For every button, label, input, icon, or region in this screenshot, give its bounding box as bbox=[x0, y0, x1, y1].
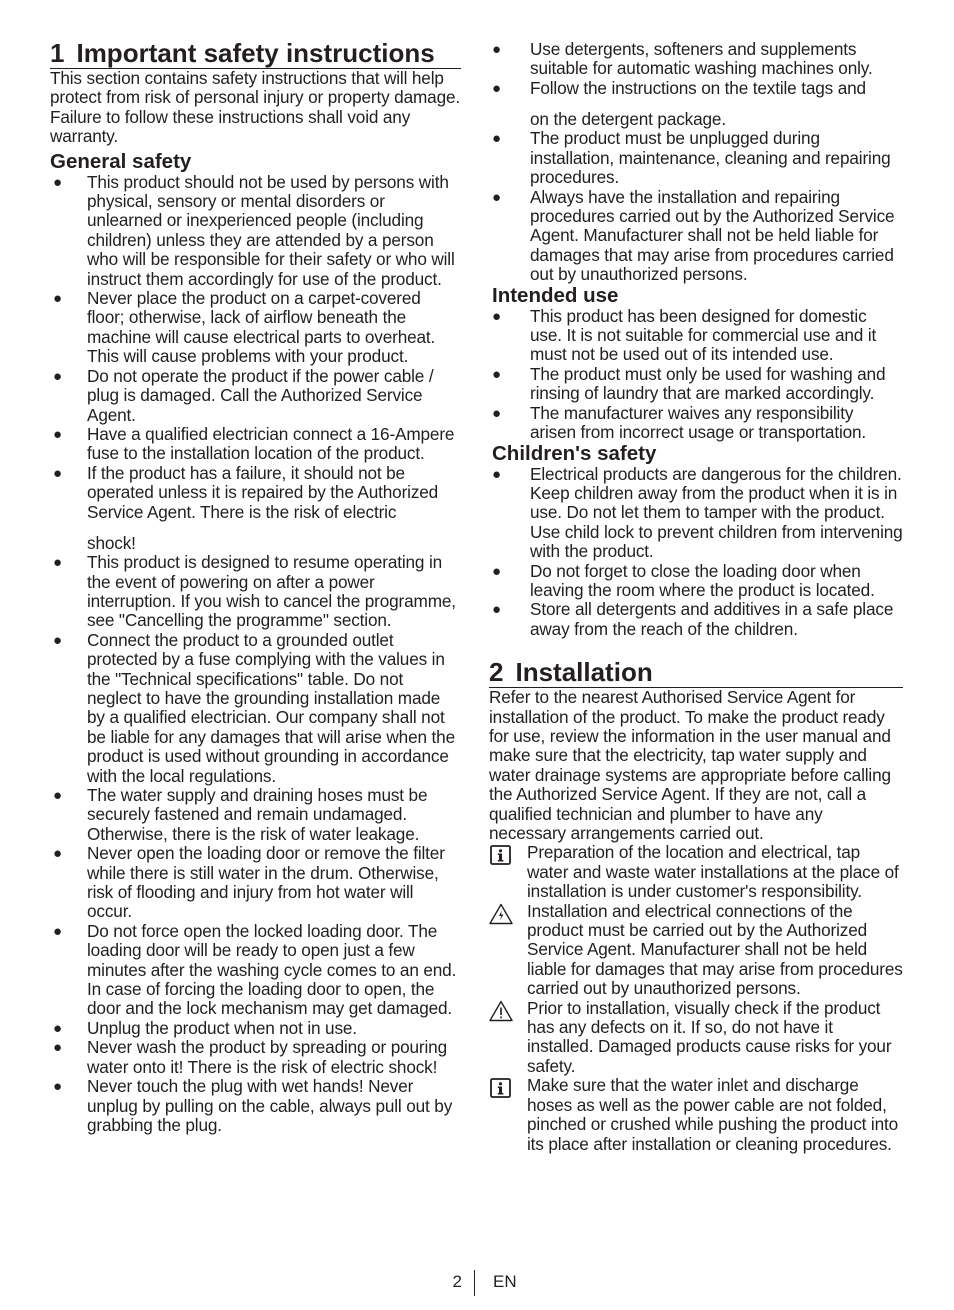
section-title-text: Important safety instructions bbox=[76, 38, 435, 68]
bullet-icon: ● bbox=[492, 130, 501, 148]
bullet-icon: ● bbox=[492, 365, 501, 383]
bullet-icon: ● bbox=[492, 404, 501, 422]
language-label: EN bbox=[493, 1272, 517, 1291]
info-icon bbox=[489, 1077, 513, 1099]
list-item: ● Connect the product to a grounded outlet protected by a fuse complying with the values in the "Technical specifications" table. Do not neglect to have the grounding installation made by a qualified electrician. Our company shall not be liable for any damages that will arise when the product is used without grounding in accordance with the local regulations. bbox=[53, 629, 455, 786]
right-column bbox=[489, 40, 903, 1154]
bullet-icon: ● bbox=[53, 922, 62, 940]
list-item: ● Follow the instructions on the textile tags and on the detergent package. bbox=[492, 77, 866, 130]
warning-note: Prior to installation, visually check if the product has any defects on it. If so, do not have it installed. Damaged products cause risks for your safety. bbox=[489, 999, 903, 1077]
general-safety-heading: General safety bbox=[50, 149, 192, 173]
section-2-intro: Refer to the nearest Authorised Service Agent for installation of the product. To make the product ready for use, review the information in the user manual and make sure that the electricity, tap water supply and water drainage systems are appropriate before calling the Authorized Service Agent. If they are not, call a qualified technician and plumber to have any necessary arrangements carried out. bbox=[489, 687, 891, 844]
childrens-safety-list bbox=[489, 465, 903, 640]
continuation-text: on the detergent package. bbox=[530, 109, 726, 130]
bullet-icon: ● bbox=[53, 290, 62, 308]
bullet-icon: ● bbox=[53, 367, 62, 385]
list-item: ● The product must be unplugged during installation, maintenance, cleaning and repairing procedures. bbox=[492, 128, 891, 188]
section-number: 1 bbox=[50, 38, 65, 68]
list-item: ● If the product has a failure, it should not be operated unless it is repaired by the Authorized Service Agent. There is the risk of electric shock! bbox=[53, 462, 439, 553]
page-footer bbox=[0, 1270, 954, 1296]
list-item: ● This product should not be used by persons with physical, sensory or mental disorders or unlearned or inexperienced people (including children) unless they are attended by a person who will be responsible for their safety or who will instruct them accordingly for use of the product. bbox=[53, 171, 455, 289]
list-item: ● The manufacturer waives any responsibility arisen from incorrect usage or transportation. bbox=[492, 402, 867, 443]
bullet-icon: ● bbox=[492, 188, 501, 206]
continuation-text: shock! bbox=[87, 532, 136, 553]
list-item: ● Do not forget to close the loading door when leaving the room where the product is located. bbox=[492, 560, 875, 600]
bullet-icon: ● bbox=[492, 41, 501, 58]
bullet-icon: ● bbox=[492, 79, 501, 97]
electric-warning-icon bbox=[489, 903, 513, 925]
bullet-icon: ● bbox=[492, 307, 501, 325]
list-item: ● This product has been designed for domestic use. It is not suitable for commercial use and it must not be used out of its intended use. bbox=[492, 305, 877, 365]
list-item: ● This product is designed to resume operating in the event of powering on after a power interruption. If you wish to cancel the programme, see "Cancelling the programme" section. bbox=[53, 552, 456, 631]
list-item: ● Do not operate the product if the power cable / plug is damaged. Call the Authorized Service Agent. bbox=[53, 365, 434, 425]
intended-use-list bbox=[489, 307, 903, 443]
bullet-icon: ● bbox=[492, 601, 501, 619]
bullet-icon: ● bbox=[53, 845, 62, 863]
bullet-icon: ● bbox=[53, 1019, 62, 1037]
list-item: ● Electrical products are dangerous for the children. Keep children away from the product when it is in use. Do not let them to tamper with the product. Use child lock to prevent children from intervening with the product. bbox=[492, 463, 903, 562]
bullet-icon: ● bbox=[492, 562, 501, 580]
footer-divider bbox=[474, 1270, 475, 1296]
list-item: ● Never open the loading door or remove the filter while there is still water in the drum. Otherwise, risk of flooding and injury from hot water will occur. bbox=[53, 843, 445, 922]
list-item: ● The water supply and draining hoses must be securely fastened and remain undamaged. Otherwise, there is the risk of water leakage. bbox=[53, 785, 428, 844]
list-item: ● Always have the installation and repairing procedures carried out by the Authorized Service Agent. Manufacturer shall not be held liable for damages that may arise from procedures carried out by unauthorized persons. bbox=[492, 186, 895, 285]
general-safety-list-continued bbox=[489, 40, 903, 285]
bullet-icon: ● bbox=[53, 464, 62, 482]
list-item: ● Never touch the plug with wet hands! Never unplug by pulling on the cable, always pull out by grabbing the plug. bbox=[53, 1076, 453, 1135]
info-icon bbox=[489, 844, 513, 866]
childrens-safety-heading: Children's safety bbox=[492, 441, 657, 465]
list-item: ● Never wash the product by spreading or pouring water onto it! There is the risk of electric shock! bbox=[53, 1037, 447, 1077]
list-item: ● The product must only be used for washing and rinsing of laundry that are marked accordingly. bbox=[492, 363, 886, 404]
bullet-icon: ● bbox=[53, 1039, 62, 1057]
list-item: ● Unplug the product when not in use. bbox=[53, 1017, 357, 1038]
bullet-icon: ● bbox=[53, 631, 62, 649]
list-item: ● Have a qualified electrician connect a 16-Ampere fuse to the installation location of the product. bbox=[53, 423, 455, 464]
bullet-icon: ● bbox=[53, 425, 62, 443]
warning-icon bbox=[489, 1000, 513, 1022]
section-title-text: Installation bbox=[515, 657, 653, 688]
bullet-icon: ● bbox=[53, 554, 62, 572]
list-item: ● Never place the product on a carpet-covered floor; otherwise, lack of airflow beneath the machine will cause electrical parts to overheat. This will cause problems with your product. bbox=[53, 288, 436, 367]
section-1-intro: This section contains safety instructions that will help protect from risk of personal injury or property damage. Failure to follow these instructions shall void any warranty. bbox=[50, 68, 461, 147]
page-number: 2 bbox=[452, 1272, 462, 1291]
bullet-icon: ● bbox=[53, 787, 62, 805]
list-item: ● Use detergents, softeners and supplements suitable for automatic washing machines only. bbox=[492, 39, 873, 79]
electric-warning-note: Installation and electrical connections of the product must be carried out by the Authorized Service Agent. Manufacturer shall not be held liable for damages that may arise from procedures carried out by unauthorized persons. bbox=[489, 902, 903, 999]
info-note: Preparation of the location and electrical, tap water and waste water installations at the place of installation is under customer's responsibility. bbox=[489, 843, 903, 901]
left-column bbox=[50, 34, 461, 1135]
list-item: ● Do not force open the locked loading door. The loading door will be ready to open just a few minutes after the washing cycle comes to an end. In case of forcing the loading door to open, the door and the lock mechanism may get damaged. bbox=[53, 920, 457, 1019]
bullet-icon: ● bbox=[53, 173, 62, 191]
info-note: Make sure that the water inlet and discharge hoses as well as the power cable are not folded, pinched or crushed while pushing the product into its place after installation or cleaning procedures. bbox=[489, 1076, 903, 1154]
general-safety-list bbox=[50, 173, 461, 1136]
bullet-icon: ● bbox=[53, 1078, 62, 1096]
bullet-icon: ● bbox=[492, 465, 501, 483]
intended-use-heading: Intended use bbox=[492, 283, 619, 307]
section-1-title bbox=[50, 34, 461, 69]
section-number: 2 bbox=[489, 657, 504, 688]
section-2-title bbox=[489, 653, 903, 688]
list-item: ● Store all detergents and additives in a safe place away from the reach of the children. bbox=[492, 599, 894, 639]
